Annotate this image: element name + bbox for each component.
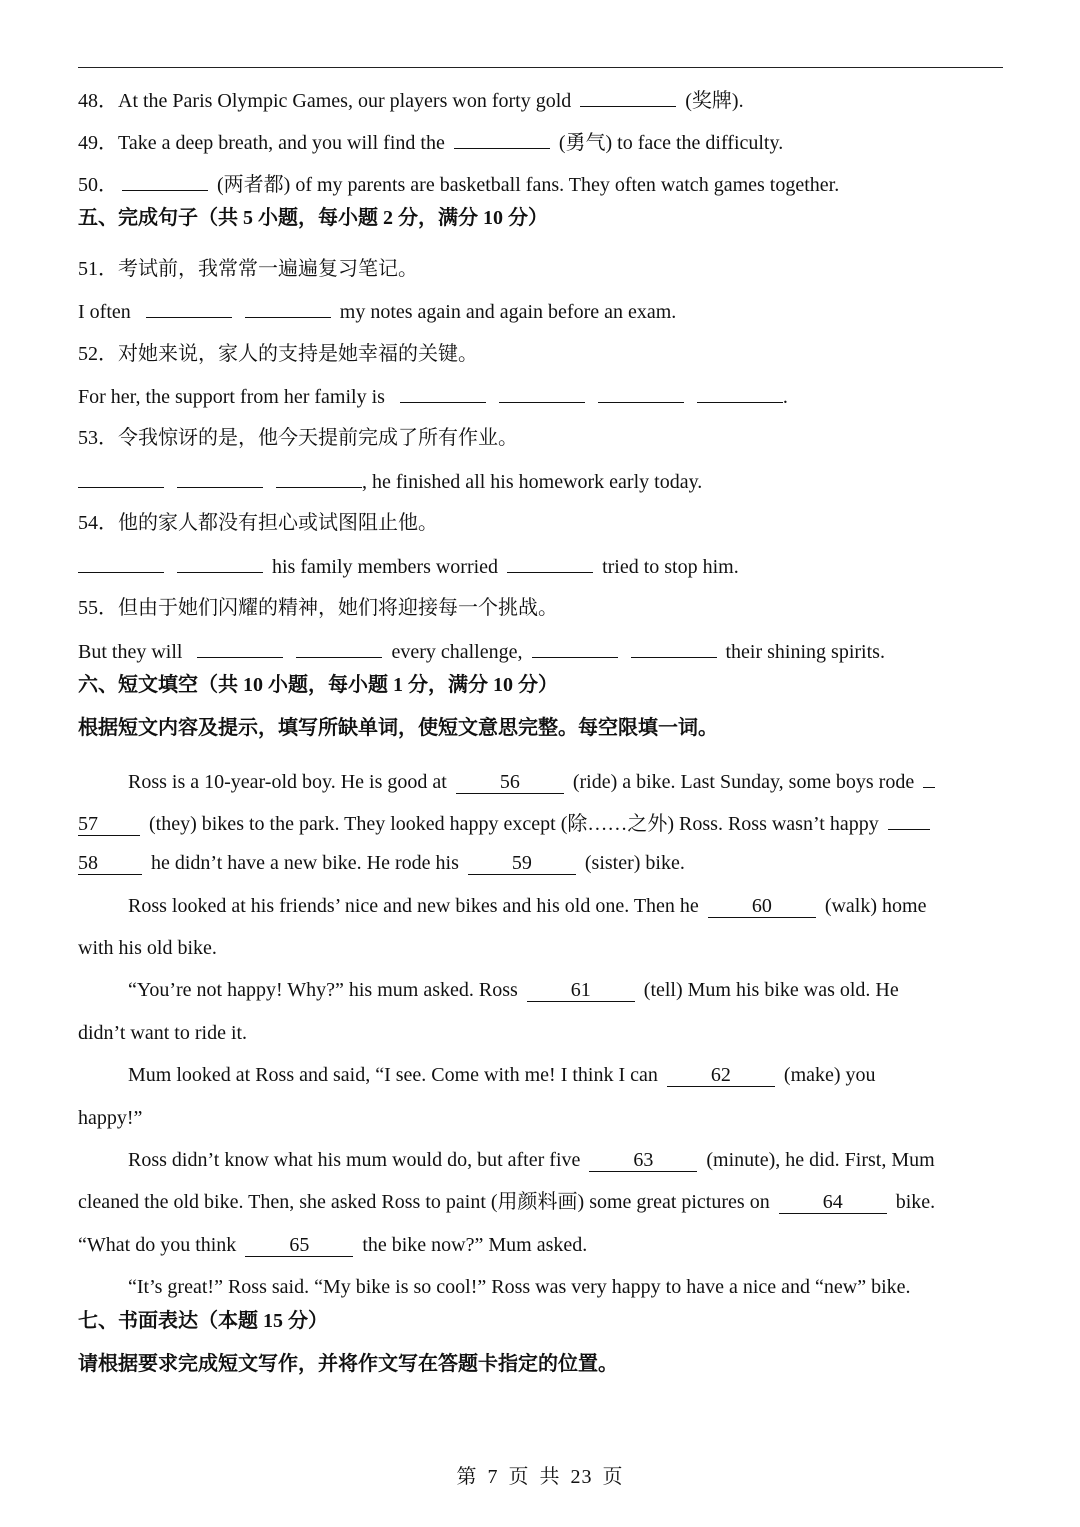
question-53-chinese: 53．令我惊讶的是，他今天提前完成了所有作业。 <box>78 427 518 449</box>
answer-blank-52-1[interactable] <box>400 382 486 403</box>
answer-blank-54-2[interactable] <box>177 552 263 573</box>
passage-line <box>78 807 934 838</box>
question-number: 49． <box>78 132 118 154</box>
question-51-chinese: 51．考试前，我常常一遍遍复习笔记。 <box>78 258 418 280</box>
header-rule <box>78 67 1003 68</box>
passage-text: (minute), he did. First, Mum <box>706 1149 935 1171</box>
passage-text: Ross looked at his friends’ nice and new bikes and his old one. Then he <box>128 895 699 917</box>
question-number: 48． <box>78 90 118 112</box>
question-text: For her, the support from her family is <box>78 386 385 408</box>
answer-blank-60[interactable]: 60 <box>708 895 816 918</box>
answer-blank-54-3[interactable] <box>507 552 593 573</box>
question-number: 50． <box>78 174 118 196</box>
passage-text: Ross didn’t know what his mum would do, but after five <box>128 1149 581 1171</box>
passage-line: “It’s great!” Ross said. “My bike is so cool!” Ross was very happy to have a nice and “new” bike. <box>128 1276 911 1298</box>
passage-text: Ross is a 10-year-old boy. He is good at <box>128 771 447 793</box>
answer-blank-51-2[interactable] <box>245 297 331 318</box>
passage-line <box>128 1061 876 1089</box>
passage-line <box>128 892 926 920</box>
section-7-heading: 七、书面表达（本题 15 分） <box>78 1310 328 1332</box>
passage-text: the bike now?” Mum asked. <box>362 1234 588 1256</box>
passage-line <box>78 849 685 877</box>
answer-blank-53-1[interactable] <box>78 467 164 488</box>
question-49 <box>78 128 783 157</box>
question-hint: (奖牌). <box>685 90 744 112</box>
passage-text: cleaned the old bike. Then, she asked Ross to paint (用颜料画) some great pictures on <box>78 1191 770 1213</box>
answer-blank-53-2[interactable] <box>177 467 263 488</box>
passage-text: “What do you think <box>78 1234 237 1256</box>
answer-blank-61[interactable]: 61 <box>527 979 635 1002</box>
passage-line: with his old bike. <box>78 937 217 959</box>
question-text: (两者都) of my parents are basketball fans. They often watch games together. <box>217 174 840 196</box>
answer-blank-59[interactable]: 59 <box>468 852 576 875</box>
passage-text: Mum looked at Ross and said, “I see. Come with me! I think I can <box>128 1064 658 1086</box>
question-52-chinese: 52．对她来说，家人的支持是她幸福的关键。 <box>78 343 478 365</box>
answer-blank-52-3[interactable] <box>598 382 684 403</box>
answer-blank-49[interactable] <box>454 128 550 149</box>
question-text: their shining spirits. <box>725 641 885 663</box>
question-53 <box>78 467 702 496</box>
question-52 <box>78 382 788 411</box>
answer-blank-55-1[interactable] <box>197 637 283 658</box>
question-text: his family members worried <box>272 556 499 578</box>
passage-line <box>128 1146 935 1174</box>
passage-line: didn’t want to ride it. <box>78 1022 248 1044</box>
question-text: Take a deep breath, and you will find the <box>118 132 445 154</box>
footer-text: 页 <box>508 1466 530 1488</box>
question-text: tried to stop him. <box>602 556 739 578</box>
answer-blank-53-3[interactable] <box>276 467 362 488</box>
question-55-chinese: 55．但由于她们闪耀的精神，她们将迎接每一个挑战。 <box>78 597 558 619</box>
page-total: 23 <box>570 1466 593 1488</box>
passage-text: (ride) a bike. Last Sunday, some boys rode <box>572 771 915 793</box>
answer-blank-64[interactable]: 64 <box>779 1191 887 1214</box>
section-6-instructions: 根据短文内容及提示，填写所缺单词，使短文意思完整。每空限填一词。 <box>78 717 718 739</box>
question-54-chinese: 54．他的家人都没有担心或试图阻止他。 <box>78 512 438 534</box>
question-text: But they will <box>78 641 183 663</box>
answer-blank-58-start[interactable] <box>888 807 930 830</box>
answer-blank-52-4[interactable] <box>697 382 783 403</box>
question-text: my notes again and again before an exam. <box>339 301 677 323</box>
passage-line: happy!” <box>78 1107 143 1129</box>
answer-blank-55-4[interactable] <box>631 637 717 658</box>
answer-blank-58[interactable]: 58 <box>78 852 142 875</box>
answer-blank-52-2[interactable] <box>499 382 585 403</box>
question-50 <box>78 170 839 199</box>
question-hint: (勇气) to face the difficulty. <box>558 132 784 154</box>
passage-text: bike. <box>895 1191 936 1213</box>
passage-text: (tell) Mum his bike was old. He <box>643 979 899 1001</box>
answer-blank-50[interactable] <box>122 170 208 191</box>
passage-line <box>128 765 939 796</box>
page-footer <box>0 1460 1080 1489</box>
passage-text: (make) you <box>783 1064 876 1086</box>
question-text: . <box>782 386 788 408</box>
answer-blank-63[interactable]: 63 <box>589 1149 697 1172</box>
answer-blank-56[interactable]: 56 <box>456 771 564 794</box>
answer-blank-55-3[interactable] <box>532 637 618 658</box>
passage-text: (they) bikes to the park. They looked happy except (除……之外) Ross. Ross wasn’t happy <box>149 813 879 835</box>
passage-line <box>78 1231 587 1259</box>
answer-blank-57[interactable]: 57 <box>78 813 140 836</box>
answer-blank-51-1[interactable] <box>146 297 232 318</box>
answer-blank-62[interactable]: 62 <box>667 1064 775 1087</box>
section-5-heading: 五、完成句子（共 5 小题，每小题 2 分，满分 10 分） <box>78 207 548 229</box>
passage-text: (walk) home <box>824 895 927 917</box>
question-text: , he finished all his homework early today. <box>362 471 703 493</box>
question-text: every challenge, <box>391 641 523 663</box>
question-48 <box>78 86 744 115</box>
section-6-heading: 六、短文填空（共 10 小题，每小题 1 分，满分 10 分） <box>78 674 558 696</box>
answer-blank-57-start[interactable] <box>923 765 935 788</box>
question-55 <box>78 637 885 666</box>
answer-blank-54-1[interactable] <box>78 552 164 573</box>
footer-text: 页 <box>602 1466 624 1488</box>
answer-blank-55-2[interactable] <box>296 637 382 658</box>
passage-line <box>128 976 899 1004</box>
section-7-instructions: 请根据要求完成短文写作，并将作文写在答题卡指定的位置。 <box>78 1353 618 1375</box>
passage-text: he didn’t have a new bike. He rode his <box>151 852 459 874</box>
passage-text: “You’re not happy! Why?” his mum asked. Ross <box>128 979 518 1001</box>
question-text: At the Paris Olympic Games, our players won forty gold <box>118 90 572 112</box>
question-51 <box>78 297 676 326</box>
footer-text: 第 <box>456 1466 478 1488</box>
question-text: I often <box>78 301 131 323</box>
page-number: 7 <box>487 1466 499 1488</box>
question-54 <box>78 552 739 581</box>
answer-blank-65[interactable]: 65 <box>245 1234 353 1257</box>
passage-line <box>78 1188 935 1216</box>
answer-blank-48[interactable] <box>580 86 676 107</box>
footer-text: 共 <box>539 1466 561 1488</box>
passage-text: (sister) bike. <box>584 852 685 874</box>
